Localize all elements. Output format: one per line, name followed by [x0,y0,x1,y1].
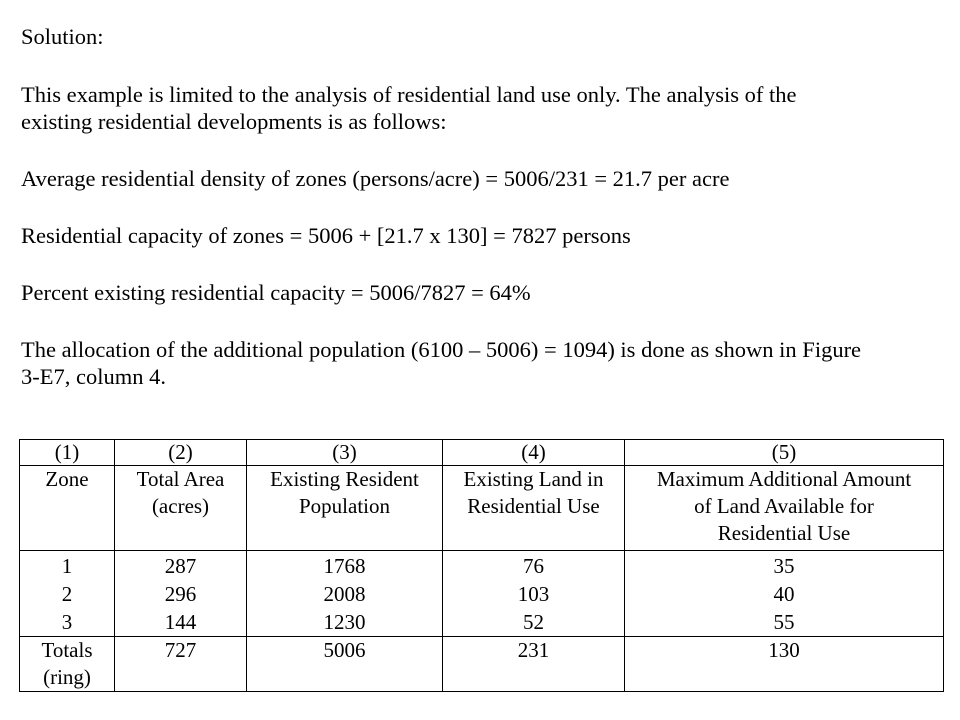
table-cell: 40 [773,582,795,606]
column-number: (4) [443,440,625,466]
header-existing-population [247,466,443,551]
allocation-text-line-2: 3-E7, column 4. [21,364,166,389]
table-cell: 2008 [323,582,366,606]
column-number: (3) [247,440,443,466]
totals-label-line: Totals [41,638,93,662]
totals-label-line: (ring) [43,665,91,689]
zone-data-table [19,439,944,692]
existing-land-column [443,551,625,637]
totals-cell: 130 [625,637,944,692]
header-line: Total Area [136,467,225,491]
table-cell: 1768 [323,554,366,578]
totals-row [20,637,944,692]
header-line: Maximum Additional Amount [656,467,912,491]
header-max-additional-land [625,466,944,551]
totals-label [20,637,115,692]
intro-text-line-2: existing residential developments is as follows: [21,109,447,134]
header-line: Residential Use [467,494,600,518]
header-line: Existing Resident [270,467,419,491]
header-line: Population [298,494,390,518]
column-number: (5) [625,440,944,466]
table-cell: 1 [61,554,73,578]
table-cell: 3 [61,610,73,634]
solution-heading: Solution: [21,24,104,49]
header-existing-land [443,466,625,551]
capacity-equation: Residential capacity of zones = 5006 + [21.7 x 130] = 7827 persons [21,223,631,248]
table-cell: 1230 [323,610,366,634]
column-number-row [20,440,944,466]
table-cell: 52 [523,610,544,634]
table-cell: 35 [773,554,795,578]
header-line: of Land Available for [694,494,874,518]
max-additional-column [625,551,944,637]
density-equation: Average residential density of zones (persons/acre) = 5006/231 = 21.7 per acre [21,166,730,191]
percent-equation: Percent existing residential capacity = 5006/7827 = 64% [21,280,531,305]
allocation-text-line-1: The allocation of the additional population (6100 – 5006) = 1094) is done as shown in Figure [21,337,862,362]
population-column [247,551,443,637]
table-cell: 287 [164,554,197,578]
column-number: (2) [115,440,247,466]
header-total-area [115,466,247,551]
total-area-column [115,551,247,637]
header-line: (acres) [151,494,210,518]
totals-cell: 5006 [247,637,443,692]
table-cell: 2 [61,582,73,606]
table-cell: 76 [523,554,544,578]
table-cell: 296 [164,582,197,606]
table-cell: 55 [773,610,795,634]
intro-text-line-1: This example is limited to the analysis of residential land use only. The analysis of the [21,82,797,107]
header-line: Zone [45,467,89,491]
header-line: Existing Land in [463,467,604,491]
column-number: (1) [20,440,115,466]
zone-rows [20,551,944,637]
header-line: Residential Use [717,521,851,545]
table-cell: 103 [517,582,550,606]
totals-cell: 727 [115,637,247,692]
header-zone [20,466,115,551]
totals-cell: 231 [443,637,625,692]
header-row [20,466,944,551]
table-cell: 144 [164,610,197,634]
zone-column [20,551,115,637]
